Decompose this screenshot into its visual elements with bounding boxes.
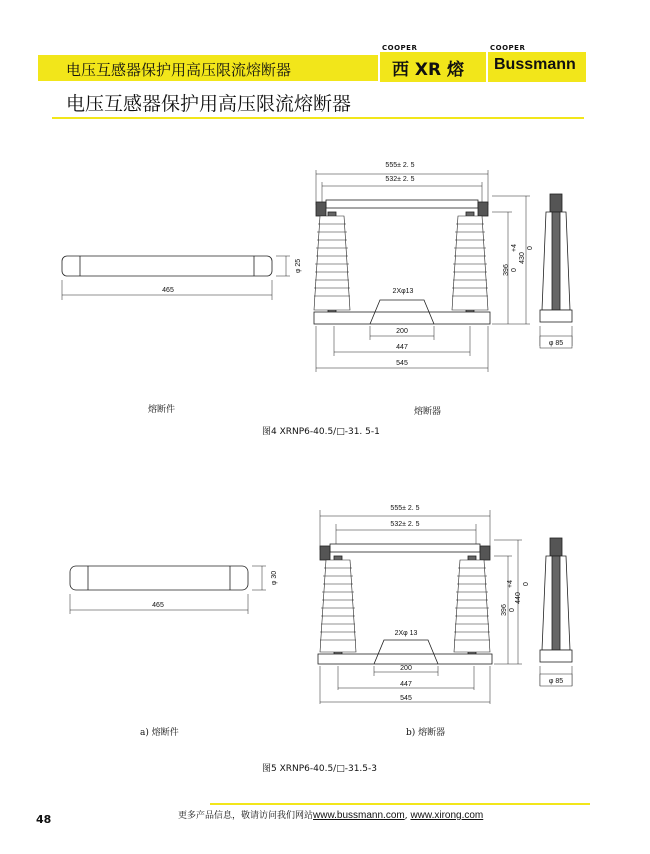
cooper-label-right: COOPER — [490, 44, 526, 52]
page-number: 48 — [36, 813, 52, 826]
fig4-dim-body-height: 396 — [503, 264, 510, 276]
fig4-dim-side-dia: φ 85 — [548, 340, 564, 347]
page-title: 电压互感器保护用高压限流熔断器 — [66, 93, 352, 115]
fig5-dim-447: 447 — [400, 681, 412, 688]
fig4-dim-hole: 2Xφ13 — [392, 288, 414, 295]
fig4-dim-447: 447 — [396, 344, 408, 351]
fig4-dim-height: 430 — [519, 252, 526, 264]
xirong-logo-text: 西 XR 熔 — [392, 60, 465, 80]
fig4-dim-inner: 532± 2. 5 — [385, 176, 415, 183]
footer-separator: , — [404, 811, 411, 821]
fig4-dim-link-length: 465 — [162, 287, 174, 294]
fig4-fuse-side — [540, 194, 572, 348]
footer-text — [178, 808, 483, 821]
fig5-fuse-side — [540, 538, 572, 686]
fig5-dim-hole: 2Xφ 13 — [394, 630, 418, 637]
fig5-dim-link-dia: φ 30 — [271, 570, 278, 586]
fig5-fuse-label: b) 熔断器 — [406, 728, 446, 738]
bussmann-logo — [488, 44, 586, 82]
figure5-drawing — [0, 490, 650, 720]
fig5-dim-height-tol: +4 — [507, 580, 514, 588]
fig4-dim-link-dia: φ 25 — [295, 258, 302, 274]
fig5-dim-inner: 532± 2. 5 — [390, 521, 420, 528]
fig5-dim-overall: 555± 2. 5 — [390, 505, 420, 512]
bussmann-link[interactable]: www.bussmann.com — [313, 810, 405, 821]
fig4-dim-height-tol2: 0 — [527, 246, 534, 250]
fig5-dim-height: 440 — [515, 592, 522, 604]
fig4-dim-545: 545 — [396, 360, 408, 367]
fig4-fuse-front — [314, 170, 530, 372]
fig4-dim-overall: 555± 2. 5 — [385, 162, 415, 169]
header-band-title: 电压互感器保护用高压限流熔断器 — [66, 61, 292, 79]
fig5-dim-body-tol: 0 — [509, 608, 516, 612]
cooper-label-left: COOPER — [382, 44, 418, 52]
fig4-caption: 图4 XRNP6-40.5/□-31. 5-1 — [262, 427, 380, 437]
fig5-dim-height-tol2: 0 — [523, 582, 530, 586]
footer-divider — [210, 803, 590, 805]
fig5-dim-200: 200 — [400, 665, 412, 672]
fig5-dim-link-length: 465 — [152, 602, 164, 609]
fig5-fuse-link — [70, 566, 266, 614]
fig5-fuse-front — [318, 510, 522, 704]
fig5-dim-body-height: 396 — [501, 604, 508, 616]
fig4-fuse-link-label: 熔断件 — [148, 405, 176, 415]
fig4-fuse-link — [62, 256, 290, 300]
fig4-dim-body-tol: 0 — [511, 268, 518, 272]
bussmann-logo-text: Bussmann — [494, 56, 576, 73]
xirong-link[interactable]: www.xirong.com — [410, 810, 484, 821]
fig4-dim-200: 200 — [396, 328, 408, 335]
fig5-dim-545: 545 — [400, 695, 412, 702]
footer-prefix: 更多产品信息，敬请访问我们网站 — [178, 811, 314, 821]
title-divider — [52, 117, 584, 119]
fig5-dim-side-dia: φ 85 — [548, 678, 564, 685]
figure4-drawing — [0, 150, 650, 420]
fig4-dim-height-tol: +4 — [511, 244, 518, 252]
fig5-caption: 图5 XRNP6-40.5/□-31.5-3 — [262, 764, 377, 774]
fig4-fuse-label: 熔断器 — [414, 407, 442, 417]
fig5-fuse-link-label: a) 熔断件 — [140, 728, 179, 738]
xirong-logo — [380, 44, 486, 82]
